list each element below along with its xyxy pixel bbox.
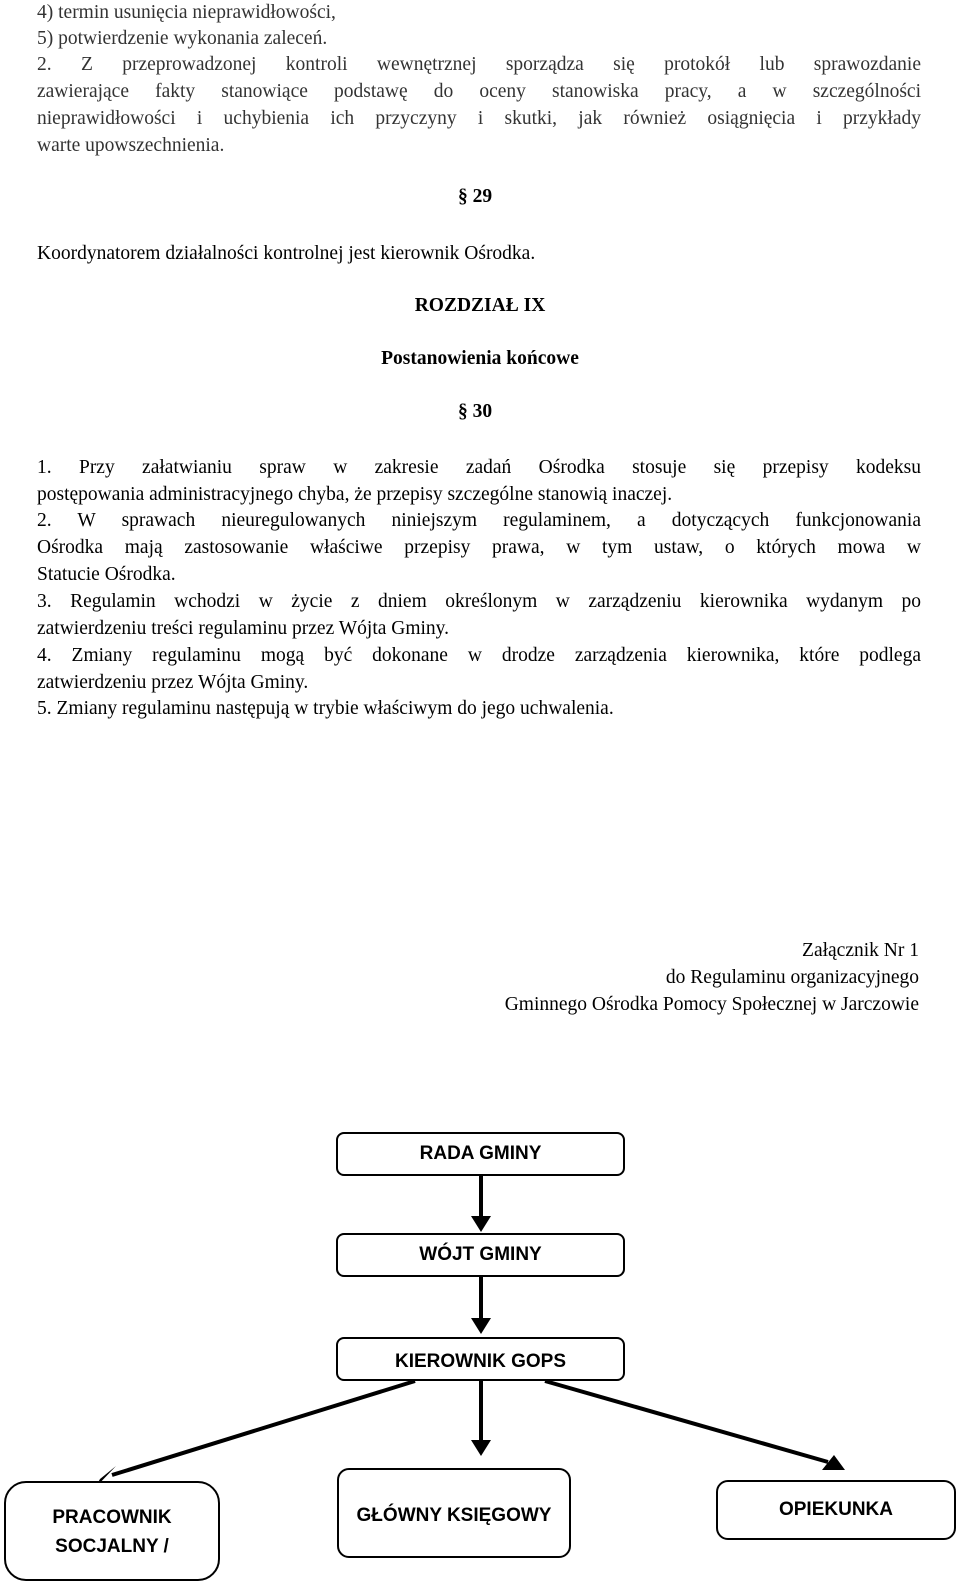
final-provision-line: 2. W sprawach nieuregulowanych niniejszym regulaminem, a dotyczących funkcjonowania bbox=[37, 510, 921, 531]
org-box-kierownik-gops bbox=[336, 1337, 625, 1381]
org-box-rada-gminy bbox=[336, 1132, 625, 1176]
annex-title: Załącznik Nr 1 bbox=[802, 940, 919, 961]
final-provision-line: 1. Przy załatwianiu spraw w zakresie zadań Ośrodka stosuje się przepisy kodeksu bbox=[37, 457, 921, 478]
final-provision-line: 3. Regulamin wchodzi w życie z dniem określonym w zarządzeniu kierownika wydanym po bbox=[37, 591, 921, 612]
text-line: zawierające fakty stanowiące podstawę do oceny stanowiska pracy, a w szczególności bbox=[37, 81, 921, 102]
annex-organization: Gminnego Ośrodka Pomocy Społecznej w Jarczowie bbox=[504, 994, 919, 1015]
org-box-glowny-ksiegowy bbox=[337, 1468, 571, 1558]
org-box-pracownik-socjalny bbox=[4, 1481, 220, 1581]
section-30-heading: § 30 bbox=[458, 401, 493, 422]
chapter-subtitle: Postanowienia końcowe bbox=[381, 348, 579, 369]
paragraph-29: Koordynatorem działalności kontrolnej jest kierownik Ośrodka. bbox=[37, 243, 536, 264]
text-line: 2. Z przeprowadzonej kontroli wewnętrznej sporządza się protokół lub sprawozdanie bbox=[37, 54, 921, 75]
org-box-label: OPIEKUNKA bbox=[778, 1499, 893, 1520]
org-box-wojt-gminy bbox=[336, 1233, 625, 1277]
final-provision-line: postępowania administracyjnego chyba, że przepisy szczególne stanowią inaczej. bbox=[37, 484, 673, 505]
org-box-label: GŁÓWNY KSIĘGOWY bbox=[356, 1505, 552, 1526]
org-box-opiekunka bbox=[716, 1480, 956, 1540]
org-box-label: SOCJALNY / bbox=[55, 1536, 169, 1557]
final-provision-line: Statucie Ośrodka. bbox=[37, 564, 176, 585]
org-box-label: KIEROWNIK GOPS bbox=[394, 1351, 566, 1372]
final-provision-line: Ośrodka mają zastosowanie właściwe przepisy prawa, w tym ustaw, o których mowa w bbox=[37, 537, 921, 558]
final-provision-line: zatwierdzeniu przez Wójta Gminy. bbox=[37, 672, 309, 693]
org-box-label: PRACOWNIK bbox=[52, 1507, 172, 1528]
text-line: 4) termin usunięcia nieprawidłowości, bbox=[37, 2, 336, 23]
final-provision-line: 5. Zmiany regulaminu następują w trybie właściwym do jego uchwalenia. bbox=[37, 698, 614, 719]
section-29-heading: § 29 bbox=[458, 186, 493, 207]
text-line: warte upowszechnienia. bbox=[37, 135, 225, 156]
text-line: 5) potwierdzenie wykonania zaleceń. bbox=[37, 28, 328, 49]
chapter-title: ROZDZIAŁ IX bbox=[414, 295, 546, 316]
org-box-label: WÓJT GMINY bbox=[419, 1244, 542, 1265]
final-provision-line: zatwierdzeniu treści regulaminu przez Wójta Gminy. bbox=[37, 618, 450, 639]
org-box-label: RADA GMINY bbox=[419, 1143, 542, 1164]
annex-subtitle: do Regulaminu organizacyjnego bbox=[665, 967, 919, 988]
final-provision-line: 4. Zmiany regulaminu mogą być dokonane w drodze zarządzenia kierownika, które podlega bbox=[37, 645, 921, 666]
text-line: nieprawidłowości i uchybienia ich przyczyny i skutki, jak również osiągnięcia i przykłady bbox=[37, 108, 921, 129]
